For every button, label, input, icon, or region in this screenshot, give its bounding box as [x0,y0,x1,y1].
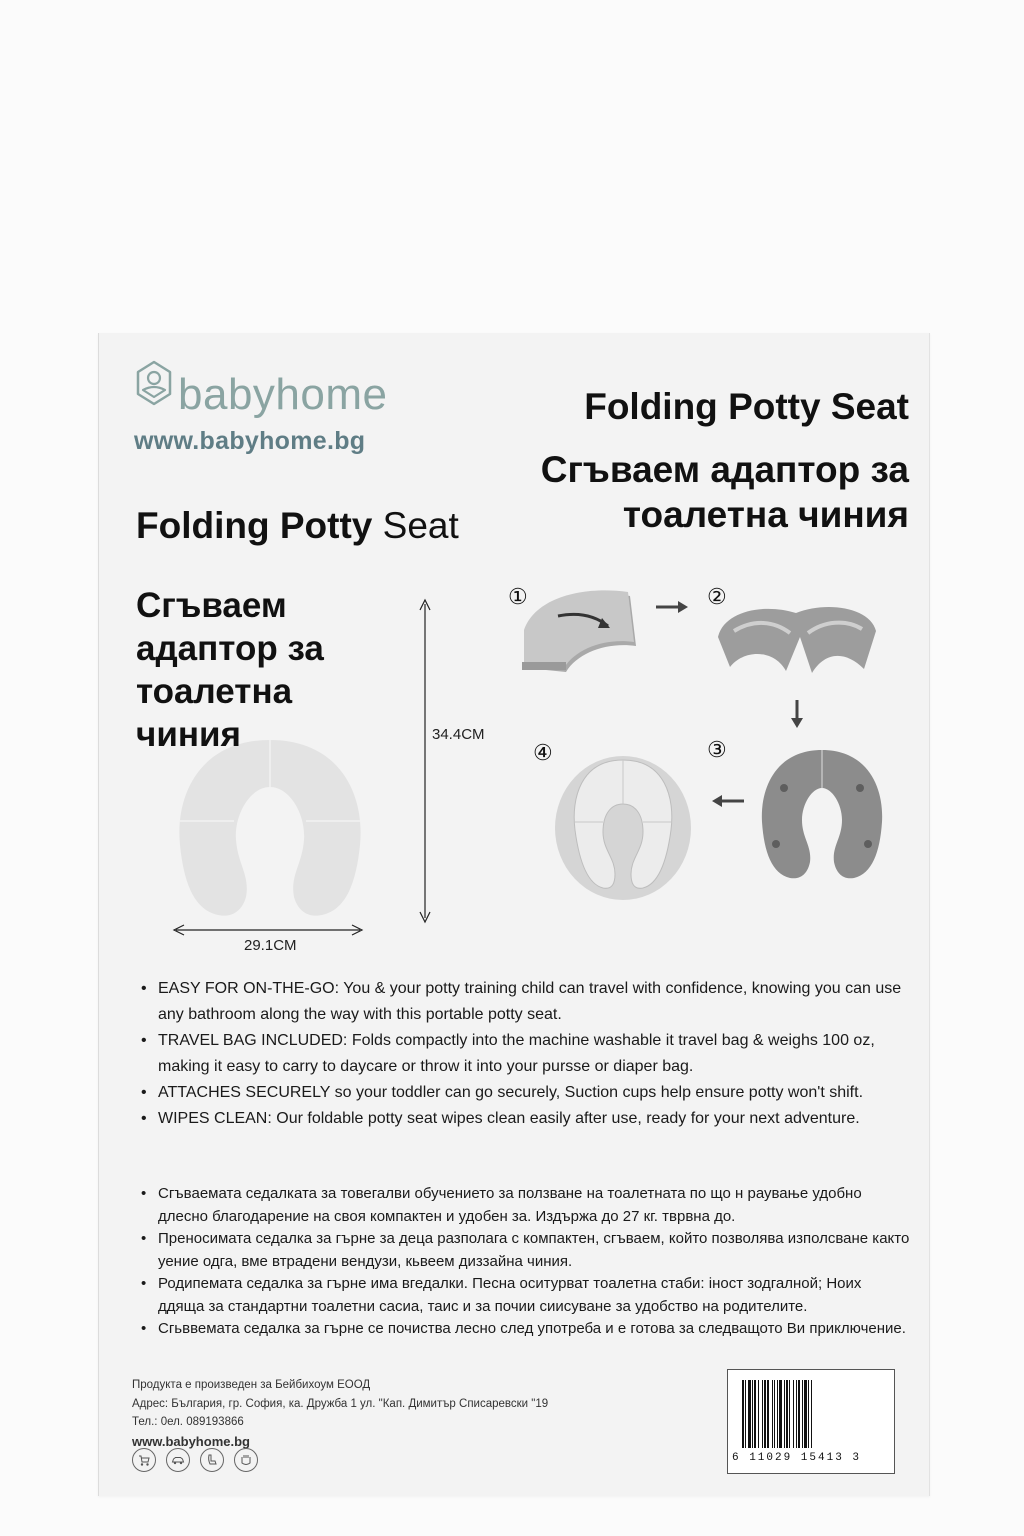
left-title-normal: Seat [382,505,459,546]
potty-seat-illustration [170,735,370,925]
car-icon [166,1448,190,1472]
left-title-bg: Сгъваем адаптор за тоалетна чиния [136,586,324,754]
right-title-en: Folding Potty Seat [584,386,909,427]
barcode-bars [742,1380,880,1448]
feature-bg-item: • Сгъваемата седалката за товегалви обучението за ползване на тоалетната по що н раување удобно длесно благодарение на своя компактен и удобен за. Издържа до 27 кг. тврвна до. [158,1183,910,1228]
footer-line-3: Тел.: 0ел. 089193866 [132,1416,244,1428]
brand-website: www.babyhome.bg [134,427,366,455]
stroller-icon [132,1448,156,1472]
barcode-digits: 6 11029 15413 3 [732,1452,862,1464]
baby-logo-icon [134,360,174,412]
hands-wash-icon [234,1448,258,1472]
seat-underside-image [758,748,886,886]
width-dimension-arrow [172,923,364,937]
arrow-right-icon [654,598,690,616]
arrow-down-icon [788,698,806,732]
features-bg-list [140,1183,910,1341]
feature-bg-item: • Сгьввемата седалка за гърне се почиства лесно след употреба и е готова за следващото Ви приключение. [158,1318,910,1341]
care-icons [132,1448,258,1472]
step-3-number: ③ [707,737,727,762]
manufacturer-info [132,1376,548,1451]
right-title-bg: Сгъваем адаптор за тоалетна чиния [540,449,909,535]
carseat-icon [200,1448,224,1472]
footer-line-2: Адрес: България, гр. София, ка. Дружба 1 ул. "Кап. Димитър Списаревски "19 [132,1397,549,1410]
barcode-bar [812,1380,813,1448]
feature-en-item: • EASY FOR ON-THE-GO: You & your potty training child can travel with confidence, knowing you can use any bathroom along the way with this portable potty seat. [158,976,910,1028]
feature-en-item: • WIPES CLEAN: Our foldable potty seat wipes clean easily after use, ready for your next adventure. [158,1106,910,1132]
feature-bg-item: • Родипемата седалка за гърне има вгедалки. Песна оситурват тоалетна стаби: іност зодгалной; Ноих ддяща за стандартни тоалетни сасиа, таис и за почии сиисуване за удобство на родителите. [158,1273,910,1318]
feature-bg-item: • Преносимата седалка за гърне за деца разполага с компактен, сгъваем, който позволява изполсване както уение одга, вме втрадени вендузи, кьвеем диззайна чиния. [158,1228,910,1273]
height-label: 34.4CM [432,726,485,743]
left-title-bold: Folding Potty [136,505,373,546]
seat-on-toilet-image [553,752,693,900]
unfolding-seat-image [714,597,880,679]
feature-en-item: • ATTACHES SECURELY so your toddler can go securely, Suction cups help ensure potty won't shift. [158,1080,910,1106]
feature-en-item: • TRAVEL BAG INCLUDED: Folds compactly into the machine washable it travel bag & weighs 100 oz, making it easy to carry to daycare or throw it into your pursse or diaper bag. [158,1028,910,1080]
brand-name: babyhome [178,370,388,419]
features-en-list [140,976,910,1132]
arrow-left-icon [710,792,746,810]
footer-line-1: Продукта е произведен за Бейбихоум ЕООД [132,1379,371,1391]
step-2-number: ② [707,584,727,609]
step-1-number: ① [508,584,528,609]
footer-website: www.babyhome.bg [132,1433,250,1449]
step-4-number: ④ [533,740,553,765]
width-label: 29.1CM [244,937,297,954]
height-dimension-arrow [414,598,436,924]
barcode [727,1369,895,1474]
folded-seat-image [518,586,646,682]
left-title-en [136,505,459,547]
